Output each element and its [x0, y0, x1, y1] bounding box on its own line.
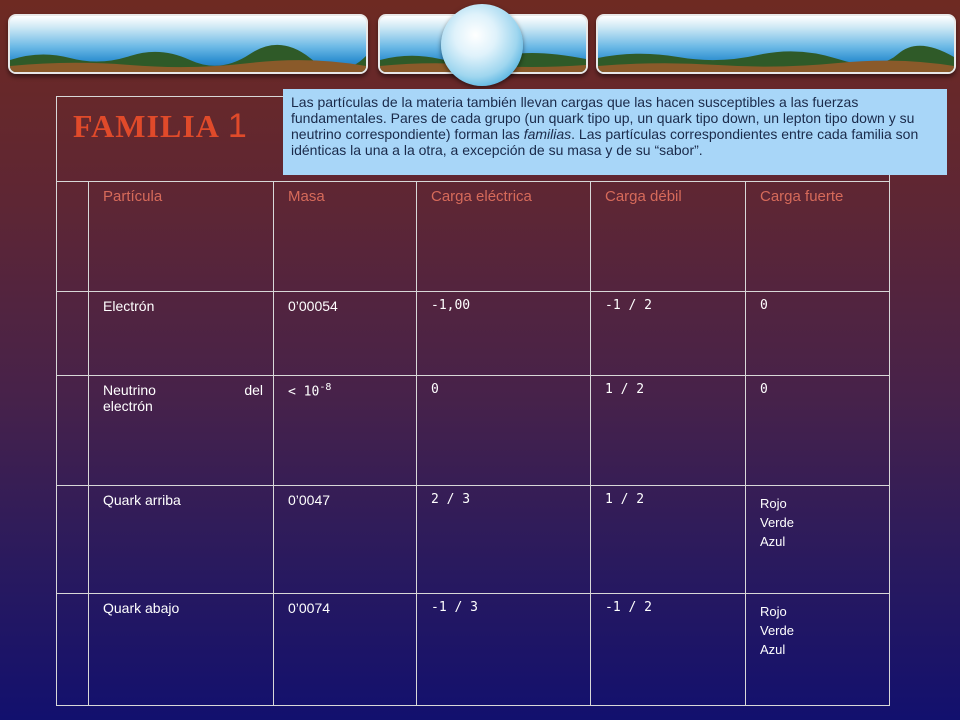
page-title: FAMILIA 1 [73, 107, 248, 145]
cell-weak-charge: -1 / 2 [591, 292, 746, 376]
header-strong-charge: Carga fuerte [746, 182, 890, 292]
particle-table [56, 96, 890, 706]
color-charge: Azul [760, 534, 786, 549]
cell-particle: Quark arriba [89, 486, 274, 594]
cell-mass: 0’0047 [274, 486, 417, 594]
decorative-banner-right [596, 14, 956, 74]
cell-particle: Quark abajo [89, 594, 274, 706]
cell-strong-charge: 0 [746, 376, 890, 486]
color-charge: Azul [760, 642, 786, 657]
cell-weak-charge: 1 / 2 [591, 376, 746, 486]
cell-particle: Neutrino del electrón [89, 376, 274, 486]
crystal-globe-decoration [441, 4, 523, 86]
cell-mass: 0’00054 [274, 292, 417, 376]
cell-electric-charge: -1 / 3 [417, 594, 591, 706]
color-charge: Verde [760, 623, 794, 638]
cell-weak-charge: -1 / 2 [591, 594, 746, 706]
cell-weak-charge: 1 / 2 [591, 486, 746, 594]
landscape-graphic [10, 42, 366, 72]
header-electric-charge: Carga eléctrica [417, 182, 591, 292]
row-spacer [57, 182, 89, 292]
header-particle: Partícula [89, 182, 274, 292]
cell-electric-charge: 2 / 3 [417, 486, 591, 594]
cell-strong-charge: 0 [746, 292, 890, 376]
table-row [57, 292, 890, 376]
row-spacer [57, 486, 89, 594]
cell-mass: 0’0074 [274, 594, 417, 706]
header-row [57, 182, 890, 292]
family-number: 1 [227, 107, 248, 145]
color-charge: Verde [760, 515, 794, 530]
cell-mass: < $10^{-8}$ [274, 376, 417, 486]
header-weak-charge: Carga débil [591, 182, 746, 292]
header-mass: Masa [274, 182, 417, 292]
explanation-callout: Las partículas de la materia también llevan cargas que las hacen susceptibles a las fuerzas fundamentales. Pares de cada grupo (un quark tipo up, un quark tipo down, un lepton tipo down y su neutrino correspondiente) forman las familias. Las partículas correspondientes entre cada familia son idénticas la una a la otra, a excepción de su masa y de su “sabor”. [283, 89, 947, 175]
cell-strong-charge [746, 594, 890, 706]
table-row [57, 594, 890, 706]
landscape-graphic [598, 42, 954, 72]
color-charge: Rojo [760, 604, 787, 619]
cell-particle: Electrón [89, 292, 274, 376]
cell-electric-charge: 0 [417, 376, 591, 486]
table-row [57, 486, 890, 594]
row-spacer [57, 292, 89, 376]
table-row [57, 376, 890, 486]
cell-electric-charge: -1,00 [417, 292, 591, 376]
cell-strong-charge [746, 486, 890, 594]
color-charge: Rojo [760, 496, 787, 511]
row-spacer [57, 376, 89, 486]
familias-emphasis: familias [523, 126, 572, 142]
decorative-banner-left [8, 14, 368, 74]
row-spacer [57, 594, 89, 706]
